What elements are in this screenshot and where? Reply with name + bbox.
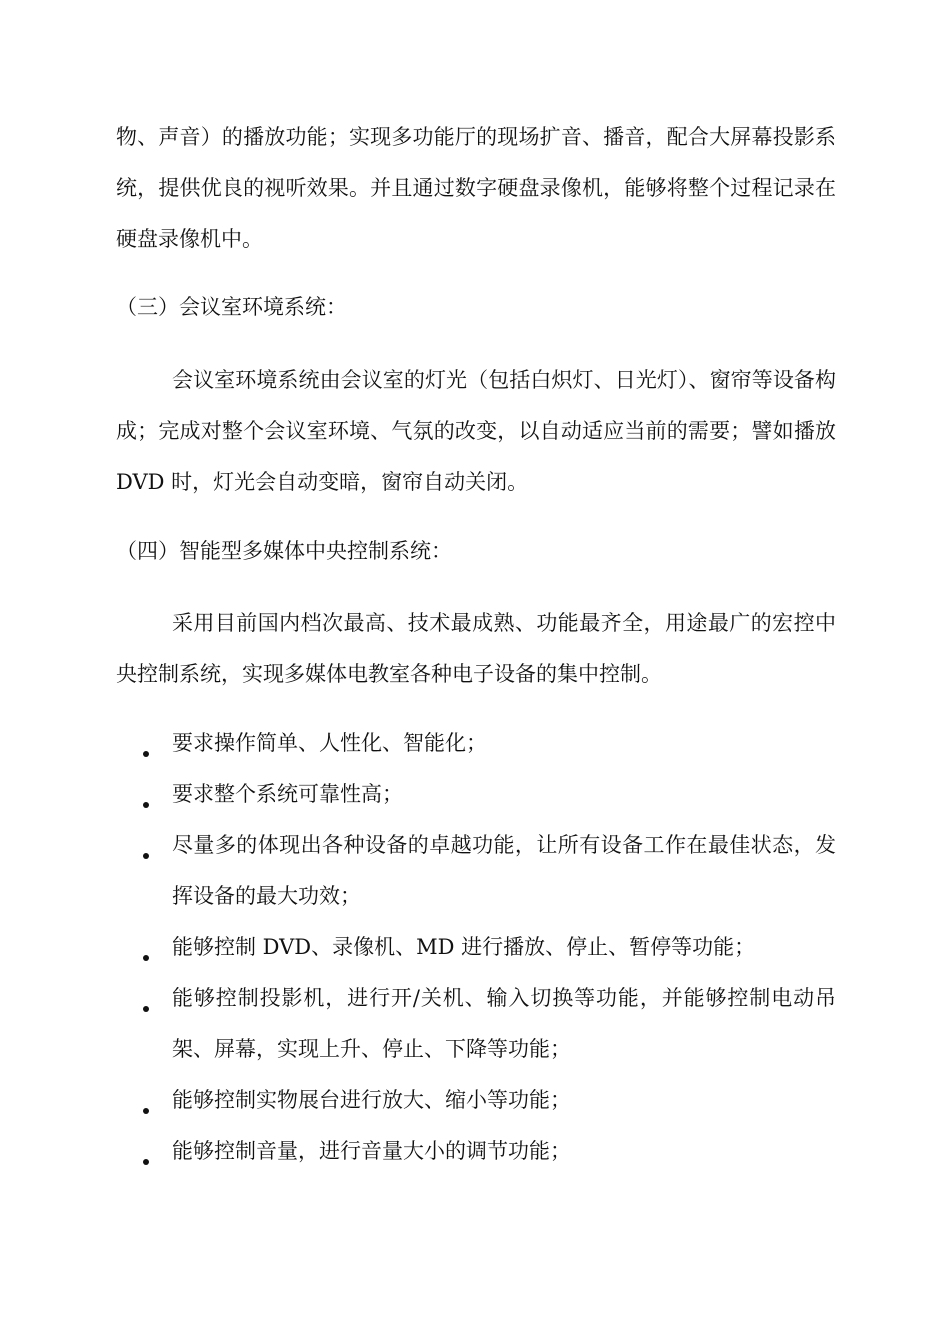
list-item-text: 要求操作简单、人性化、智能化； — [172, 731, 487, 755]
list-item — [116, 718, 836, 769]
list-item — [116, 973, 836, 1075]
section-four-body: 采用目前国内档次最高、技术最成熟、功能最齐全，用途最广的宏控中央控制系统，实现多媒体电教室各种电子设备的集中控制。 — [116, 611, 836, 686]
list-item — [116, 922, 836, 973]
section-three-heading: （三）会议室环境系统： — [116, 295, 347, 319]
bullet-dot-icon — [143, 1159, 149, 1165]
list-item-text: 能够控制投影机，进行开/关机、输入切换等功能，并能够控制电动吊架、屏幕，实现上升、停止、下降等功能； — [172, 986, 836, 1061]
bullet-dot-icon — [143, 955, 149, 961]
bullet-dot-icon — [143, 802, 149, 808]
list-item-text: 能够控制实物展台进行放大、缩小等功能； — [172, 1088, 571, 1112]
list-item-text: 能够控制音量，进行音量大小的调节功能； — [172, 1139, 571, 1163]
list-item — [116, 1075, 836, 1126]
list-item-text: 尽量多的体现出各种设备的卓越功能，让所有设备工作在最佳状态，发挥设备的最大功效； — [172, 833, 836, 908]
requirements-list — [116, 718, 836, 1177]
section-four-heading: （四）智能型多媒体中央控制系统： — [116, 539, 452, 563]
bullet-dot-icon — [143, 853, 149, 859]
bullet-dot-icon — [143, 1006, 149, 1012]
list-item-text: 要求整个系统可靠性高； — [172, 782, 403, 806]
list-item-text: 能够控制 DVD、录像机、MD 进行播放、停止、暂停等功能； — [172, 935, 756, 959]
list-item — [116, 769, 836, 820]
list-item — [116, 1126, 836, 1177]
list-item — [116, 820, 836, 922]
paragraph-continued: 物、声音）的播放功能；实现多功能厅的现场扩音、播音，配合大屏幕投影系统，提供优良的视听效果。并且通过数字硬盘录像机，能够将整个过程记录在硬盘录像机中。 — [116, 125, 836, 251]
bullet-dot-icon — [143, 751, 149, 757]
section-three-body: 会议室环境系统由会议室的灯光（包括白炽灯、日光灯）、窗帘等设备构成；完成对整个会议室环境、气氛的改变，以自动适应当前的需要；譬如播放 DVD 时，灯光会自动变暗，窗帘自动关闭。 — [116, 368, 836, 494]
bullet-dot-icon — [143, 1108, 149, 1114]
